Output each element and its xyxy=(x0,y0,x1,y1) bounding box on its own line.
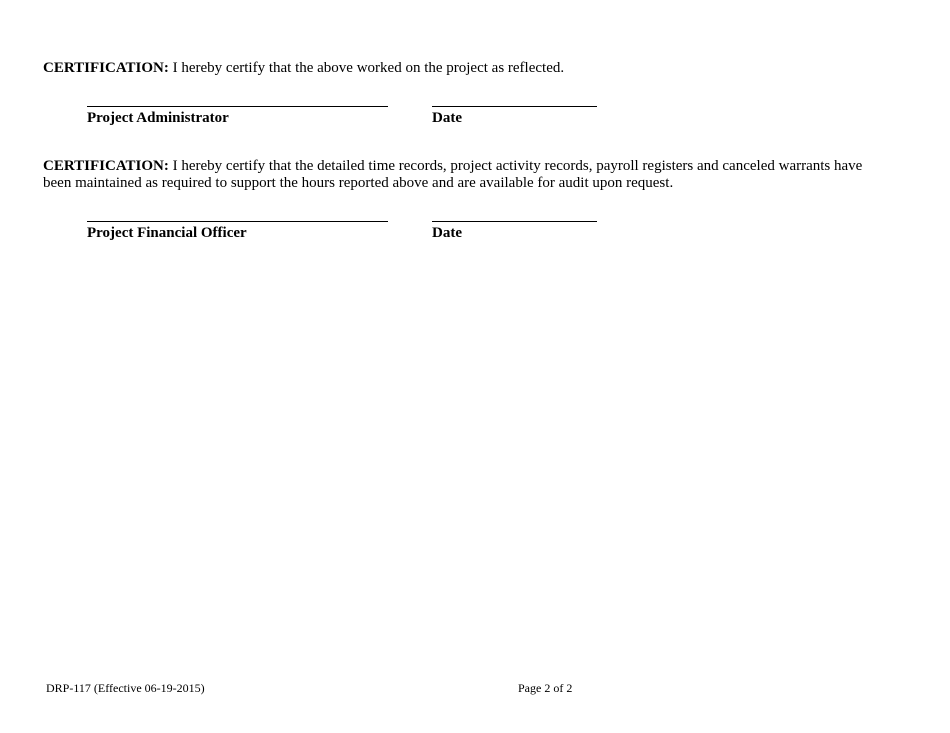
project-financial-officer-label: Project Financial Officer xyxy=(87,225,247,241)
certification-text-2: I hereby certify that the detailed time records, project activity records, payroll registers and canceled warrants have been maintained as required to support the hours reported above and are available for audit upon request. xyxy=(43,158,863,191)
certification-heading-2: CERTIFICATION: xyxy=(43,158,169,174)
financial-officer-date-line[interactable] xyxy=(432,221,597,222)
certification-statement-2 xyxy=(43,158,873,192)
administrator-date-label: Date xyxy=(432,110,462,126)
project-financial-officer-signature-line[interactable] xyxy=(87,221,388,222)
administrator-date-line[interactable] xyxy=(432,106,597,107)
project-administrator-signature-line[interactable] xyxy=(87,106,388,107)
form-identifier: DRP-117 (Effective 06-19-2015) xyxy=(46,681,205,695)
certification-statement-1 xyxy=(43,60,873,77)
financial-officer-date-label: Date xyxy=(432,225,462,241)
certification-heading-1: CERTIFICATION: xyxy=(43,60,169,76)
page-number: Page 2 of 2 xyxy=(518,681,573,695)
project-administrator-label: Project Administrator xyxy=(87,110,229,126)
certification-text-1: I hereby certify that the above worked on the project as reflected. xyxy=(168,60,565,76)
